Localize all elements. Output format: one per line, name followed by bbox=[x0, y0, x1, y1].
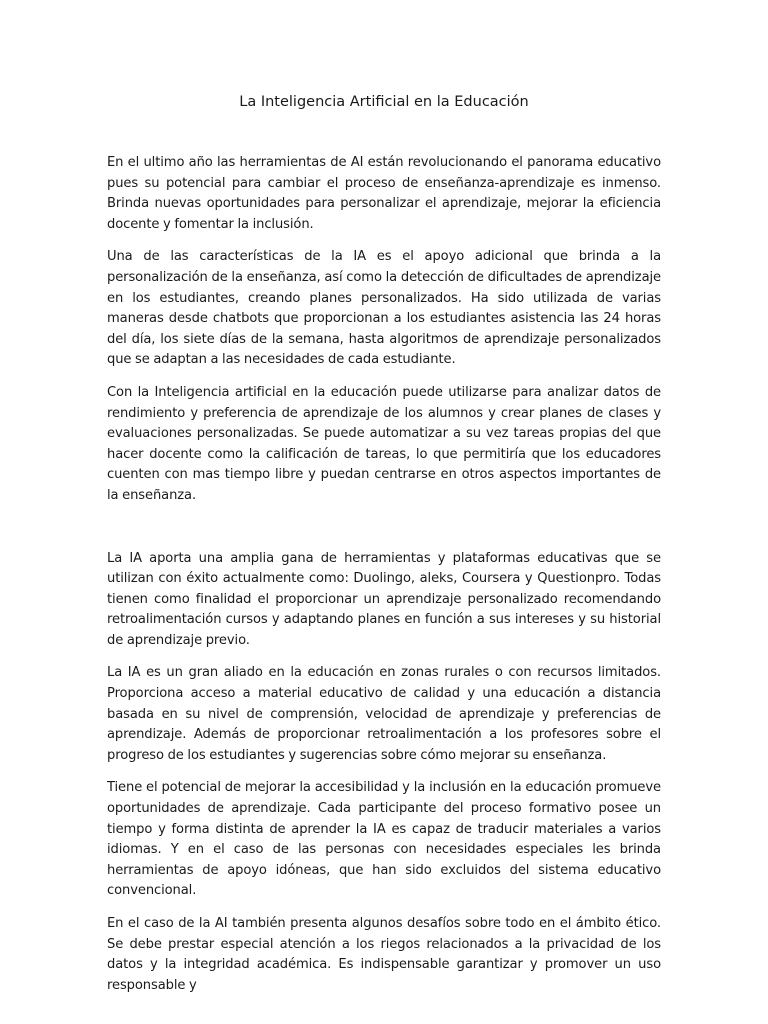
document-title: La Inteligencia Artificial en la Educación bbox=[239, 94, 529, 110]
paragraph-4: La IA aporta una amplia gana de herramientas y plataformas educativas que se utilizan con éxito actualmente como: Duolingo, aleks, Coursera y Questionpro. Todas tienen como finalidad el proporcionar un aprendizaje personalizado recomendando retroalimentación cursos y adaptando planes en función a sus intereses y su historial de aprendizaje previo. bbox=[107, 550, 661, 648]
paragraph-2: Una de las características de la IA es el apoyo adicional que brinda a la personalización de la enseñanza, así como la detección de dificultades de aprendizaje en los estudiantes, creando planes personalizados. Ha sido utilizada de varias maneras desde chatbots que proporcionan a los estudiantes asistencia las 24 horas del día, los siete días de la semana, hasta algoritmos de aprendizaje personalizados que se adaptan a las necesidades de cada estudiante. bbox=[107, 249, 661, 368]
document-body bbox=[107, 153, 661, 1008]
paragraph-6: Tiene el potencial de mejorar la accesibilidad y la inclusión en la educación promueve oportunidades de aprendizaje. Cada participante del proceso formativo posee un tiempo y forma distinta de aprender la IA es capaz de traducir materiales a varios idiomas. Y en el caso de las personas con necesidades especiales les brinda herramientas de apoyo idóneas, que han sido excluidos del sistema educativo convencional. bbox=[107, 780, 661, 899]
paragraph-1: En el ultimo año las herramientas de AI están revolucionando el panorama educativo pues su potencial para cambiar el proceso de enseñanza-aprendizaje es inmenso. Brinda nuevas oportunidades para personalizar el aprendizaje, mejorar la eficiencia docente y fomentar la inclusión. bbox=[107, 155, 661, 232]
paragraph-3: Con la Inteligencia artificial en la educación puede utilizarse para analizar datos de rendimiento y preferencia de aprendizaje de los alumnos y crear planes de clases y evaluaciones personalizadas. Se puede automatizar a su vez tareas propias del que hacer docente como la calificación de tareas, lo que permitiría que los educadores cuenten con mas tiempo libre y puedan centrarse en otros aspectos importantes de la enseñanza. bbox=[107, 384, 661, 503]
paragraph-5: La IA es un gran aliado en la educación en zonas rurales o con recursos limitados. Proporciona acceso a material educativo de calidad y una educación a distancia basada en su nivel de comprensión, velocidad de aprendizaje y preferencias de aprendizaje. Además de proporcionar retroalimentación a los profesores sobre el progreso de los estudiantes y sugerencias sobre cómo mejorar su enseñanza. bbox=[107, 665, 661, 763]
paragraph-7: En el caso de la AI también presenta algunos desafíos sobre todo en el ámbito ético. Se debe prestar especial atención a los riegos relacionados a la privacidad de los datos y la integridad académica. Es indispensable garantizar y promover un uso responsable y bbox=[107, 916, 661, 993]
